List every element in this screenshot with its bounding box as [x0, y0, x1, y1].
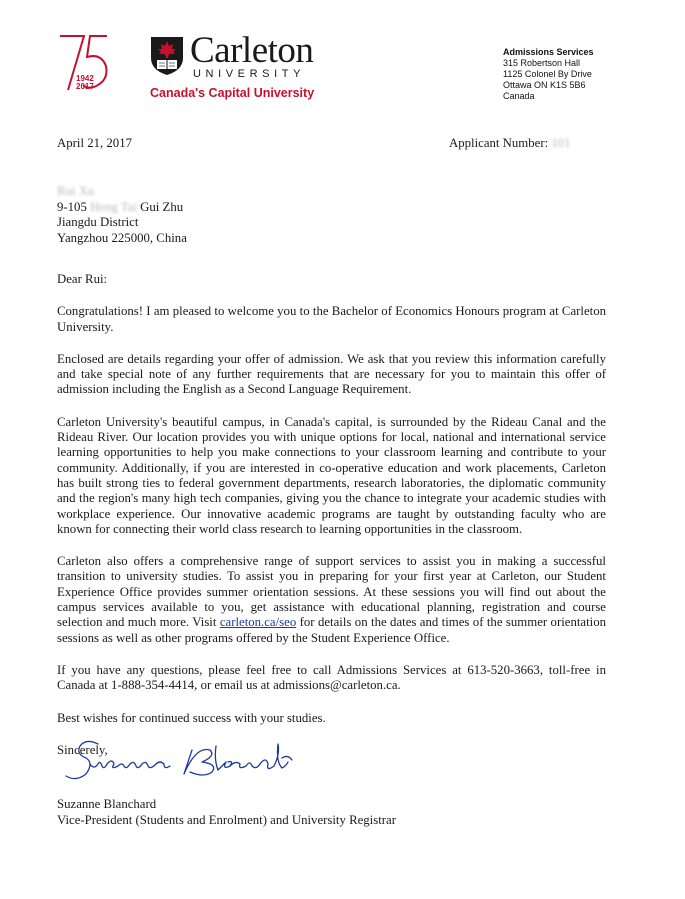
signer-title: Vice-President (Students and Enrolment) and University Registrar	[57, 812, 396, 827]
handwritten-signature	[60, 736, 300, 786]
address-line: Ottawa ON K1S 5B6	[503, 80, 586, 90]
recipient-street: Heng Tai	[90, 199, 137, 214]
address-line: Canada	[503, 91, 535, 101]
paragraph-support-services	[57, 554, 606, 646]
support-text-before: Carleton also offers a comprehensive range of support services to assist you in making a successful transition to university studies. To assist you in preparing for your first year at Carleton, our Student Experience Office provides summer orientation sessions. At these sessions you will find out about the campus services available to you, get assistance with educational planning, registration and course selection and much more. Visit	[57, 554, 606, 630]
address-line: 1125 Colonel By Drive	[503, 69, 592, 79]
university-tagline: Canada's Capital University	[150, 86, 315, 100]
anniversary-years	[76, 75, 94, 91]
letter-date: April 21, 2017	[57, 136, 133, 150]
closing: Sincerely,	[57, 742, 108, 757]
salutation: Dear Rui:	[57, 272, 108, 286]
recipient-name: Rui Xu	[57, 184, 95, 198]
paragraph-congratulations: Congratulations! I am pleased to welcome you to the Bachelor of Economics Honours program at Carleton University.	[57, 304, 606, 334]
anniversary-number: 75	[60, 50, 61, 51]
letter-body	[57, 272, 606, 775]
office-name: Admissions Services	[503, 47, 594, 57]
paragraph-best-wishes: Best wishes for continued success with your studies.	[57, 710, 326, 725]
applicant-label: Applicant Number:	[449, 136, 549, 150]
recipient-line-3: Yangzhou 225000, China	[57, 230, 187, 245]
anniversary-year-end: 2017	[76, 82, 94, 91]
recipient-unit: 9-105	[57, 199, 87, 214]
recipient-line-2: Jiangdu District	[57, 215, 139, 229]
university-wordmark: UNIVERSITY	[193, 68, 306, 80]
paragraph-campus: Carleton University's beautiful campus, in Canada's capital, is surrounded by the Rideau Canal and the Rideau River. Our location provides you with unique options for local, national and international service learning opportunities to help you make connections to your classroom learning and contribute to your community. Additionally, if you are interested in co-operative education and work placements, Carleton has built strong ties to federal government departments, research laboratories, the diplomatic community and the region's many high tech companies, giving you the chance to integrate your academic studies with workplace experience. Our innovative academic programs are taught by outstanding faculty who are known for connecting their world class research to learning opportunities in the classroom.	[57, 414, 606, 536]
anniversary-year-start: 1942	[76, 74, 94, 83]
carleton-shield-icon	[150, 36, 184, 76]
applicant-number	[449, 136, 571, 151]
paragraph-offer-details: Enclosed are details regarding your offer of admission. We ask that you review this information carefully and take special note of any further requirements that are necessary for you to maintain this offer of admission including the English as a Second Language Requirement.	[57, 351, 606, 397]
recipient-building: Gui Zhu	[140, 199, 184, 214]
support-text-after: for details on the dates and times of the summer orientation sessions as well as other programs offered by the Student Experience Office.	[57, 615, 606, 645]
recipient-address	[57, 184, 187, 246]
recipient-line-1	[57, 200, 187, 216]
applicant-number-value: 101	[551, 136, 571, 150]
seo-link[interactable]: carleton.ca/seo	[219, 615, 297, 630]
carleton-wordmark: Carleton	[190, 30, 314, 71]
signer-block	[57, 797, 396, 828]
signer-name: Suzanne Blanchard	[57, 797, 157, 811]
return-address	[503, 47, 594, 102]
paragraph-contact: If you have any questions, please feel free to call Admissions Services at 613-520-3663, toll-free in Canada at 1-888-354-4414, or email us at admissions@carleton.ca.	[57, 662, 606, 693]
address-line: 315 Robertson Hall	[503, 58, 581, 68]
